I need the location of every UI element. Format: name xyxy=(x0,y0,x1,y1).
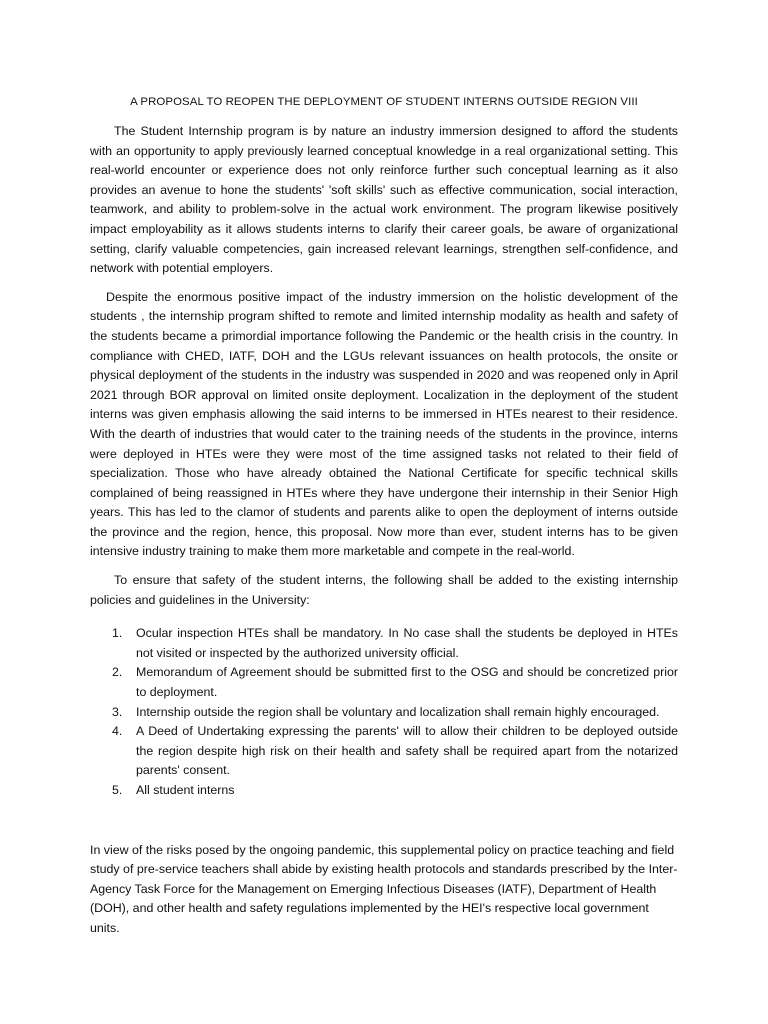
list-item-number: 2. xyxy=(112,665,123,680)
list-item-text: Internship outside the region shall be voluntary and localization shall remain highly encouraged. xyxy=(136,704,660,719)
paragraph-context: Despite the enormous positive impact of the industry immersion on the holistic development of the students , the internship program shifted to remote and limited internship modality as health and safety of the students became a primordial importance following the Pandemic or the health crisis in the country. In compliance with CHED, IATF, DOH and the LGUs relevant issuances on health protocols, the onsite or physical deployment of the students in the industry was suspended in 2020 and was reopened only in April 2021 through BOR approval on limited onsite deployment. Localization in the deployment of the student interns was given emphasis allowing the said interns to be immersed in HTEs nearest to their residence. With the dearth of industries that would cater to the training needs of the students in the province, interns were deployed in HTEs were they were most of the time assigned tasks not related to their field of specialization. Those who have already obtained the National Certificate for specific technical skills complained of being reassigned in HTEs where they have undergone their internship in their Senior High years. This has led to the clamor of students and parents alike to open the deployment of interns outside the province and the region, hence, this proposal. Now more than ever, student interns has to be given intensive industry training to make them more marketable and compete in the real-world. xyxy=(90,289,678,559)
list-item-number: 5. xyxy=(112,783,123,797)
list-item xyxy=(90,722,678,781)
list-item xyxy=(90,663,678,702)
document-title: A PROPOSAL TO REOPEN THE DEPLOYMENT OF STUDENT INTERNS OUTSIDE REGION VIII xyxy=(130,96,638,108)
list-item xyxy=(90,624,678,663)
list-item-text: Memorandum of Agreement should be submitted first to the OSG and should be concretized prior to deployment. xyxy=(136,665,678,700)
paragraph-intro: The Student Internship program is by nature an industry immersion designed to afford the students with an opportunity to apply previously learned conceptual knowledge in a real organizational setting. This real-world encounter or experience does not only reinforce further such conceptual learning as it also provides an avenue to hone the students' 'soft skills' such as effective communication, social interaction, teamwork, and ability to problem-solve in the actual work environment. The program likewise positively impact employability as it allows students interns to clarify their career goals, be aware of organizational setting, clarify valuable competencies, gain increased relevant learnings, strengthen self-confidence, and network with potential employers. xyxy=(90,124,678,276)
paragraph-policy-lead: To ensure that safety of the student interns, the following shall be added to the existing internship policies and guidelines in the University: xyxy=(90,573,678,607)
policy-list xyxy=(90,624,678,800)
list-item xyxy=(90,703,678,723)
paragraph-closing: In view of the risks posed by the ongoing pandemic, this supplemental policy on practice teaching and field study of pre-service teachers shall abide by existing health protocols and standards prescribed by the Inter-Agency Task Force for the Management on Emerging Infectious Diseases (IATF), Department of Health (DOH), and other health and safety regulations implemented by the HEI's respective local government units. xyxy=(90,842,678,935)
list-item-number: 4. xyxy=(112,724,123,739)
list-item-text: Ocular inspection HTEs shall be mandatory. In No case shall the students be deployed in HTEs not visited or inspected by the authorized university official. xyxy=(136,626,678,660)
list-item xyxy=(90,781,678,801)
list-item-text: All student interns xyxy=(136,783,235,797)
list-item-number: 3. xyxy=(112,704,123,719)
list-item-number: 1. xyxy=(112,626,123,641)
list-item-text: A Deed of Undertaking expressing the parents' will to allow their children to be deployed outside the region despite high risk on their health and safety shall be required apart from the notarized parents' consent. xyxy=(136,724,678,778)
